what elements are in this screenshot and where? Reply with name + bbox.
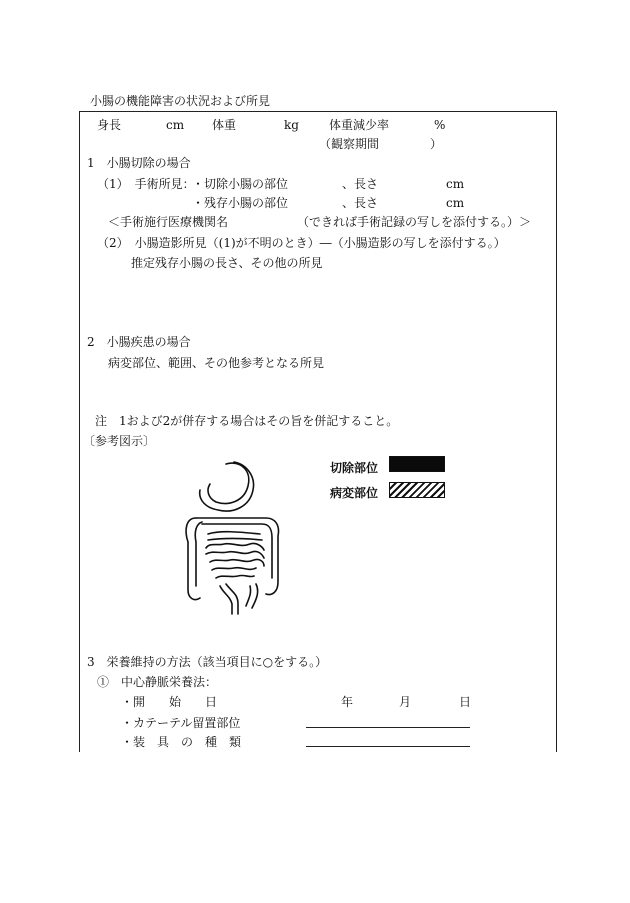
catheter-site-label: ・カテーテル留置部位 — [121, 716, 241, 730]
note-text: 注 1および2が併存する場合はその旨を併記すること。 — [95, 414, 399, 428]
section1-heading: 1 小腸切除の場合 — [87, 156, 191, 170]
start-date-label: ・開 始 日 — [121, 695, 218, 709]
weight-unit: kg — [284, 118, 299, 132]
remaining-site-label: ・残存小腸の部位 — [192, 196, 289, 210]
section2-sub: 病変部位、範囲、その他参考となる所見 — [108, 356, 325, 370]
form-title: 小腸の機能障害の状況および所見 — [90, 94, 271, 108]
resected-length-unit: cm — [446, 177, 465, 191]
facility-name-label: ＜手術施行医療機関名 — [108, 215, 229, 229]
start-month-label: 月 — [399, 695, 412, 709]
observation-period-close: ） — [430, 137, 443, 151]
remaining-length-unit: cm — [446, 196, 465, 210]
resected-length-label: 、長さ — [342, 177, 379, 191]
start-day-label: 日 — [459, 695, 472, 709]
catheter-site-line[interactable] — [306, 727, 470, 728]
device-type-label: ・装 具 の 種 類 — [121, 735, 242, 749]
reference-figure-label: 〔参考図示〕 — [83, 434, 156, 448]
legend-lesion-swatch — [389, 482, 445, 498]
height-unit: cm — [166, 118, 185, 132]
contrast-findings-sub: 推定残存小腸の長さ、その他の所見 — [131, 256, 323, 270]
start-year-label: 年 — [341, 695, 354, 709]
legend-lesion-label: 病変部位 — [330, 486, 379, 500]
resected-site-label: ・切除小腸の部位 — [192, 177, 289, 191]
remaining-length-label: 、長さ — [342, 196, 379, 210]
section3-heading: 3 栄養維持の方法（該当項目に○をする。） — [87, 655, 328, 669]
legend-resection-swatch — [389, 456, 445, 472]
contrast-findings: （2） 小腸造影所見（(1)が不明のとき）―（小腸造影の写しを添付する。） — [97, 236, 506, 250]
weight-label: 体重 — [212, 118, 237, 132]
weight-loss-unit: % — [434, 118, 446, 132]
surgery-findings-prefix: （1） 手術所見： — [97, 177, 195, 191]
legend-resection-label: 切除部位 — [330, 461, 379, 475]
observation-period-open: （観察期間 — [319, 137, 380, 151]
device-type-line[interactable] — [306, 746, 470, 747]
height-label: 身長 — [97, 118, 122, 132]
small-intestine-diagram — [180, 458, 290, 618]
section2-heading: 2 小腸疾患の場合 — [87, 335, 191, 349]
central-iv-nutrition-label: ① 中心静脈栄養法： — [97, 675, 218, 689]
weight-loss-label: 体重減少率 — [329, 118, 390, 132]
facility-note: （できれば手術記録の写しを添付する。）＞ — [297, 215, 532, 229]
